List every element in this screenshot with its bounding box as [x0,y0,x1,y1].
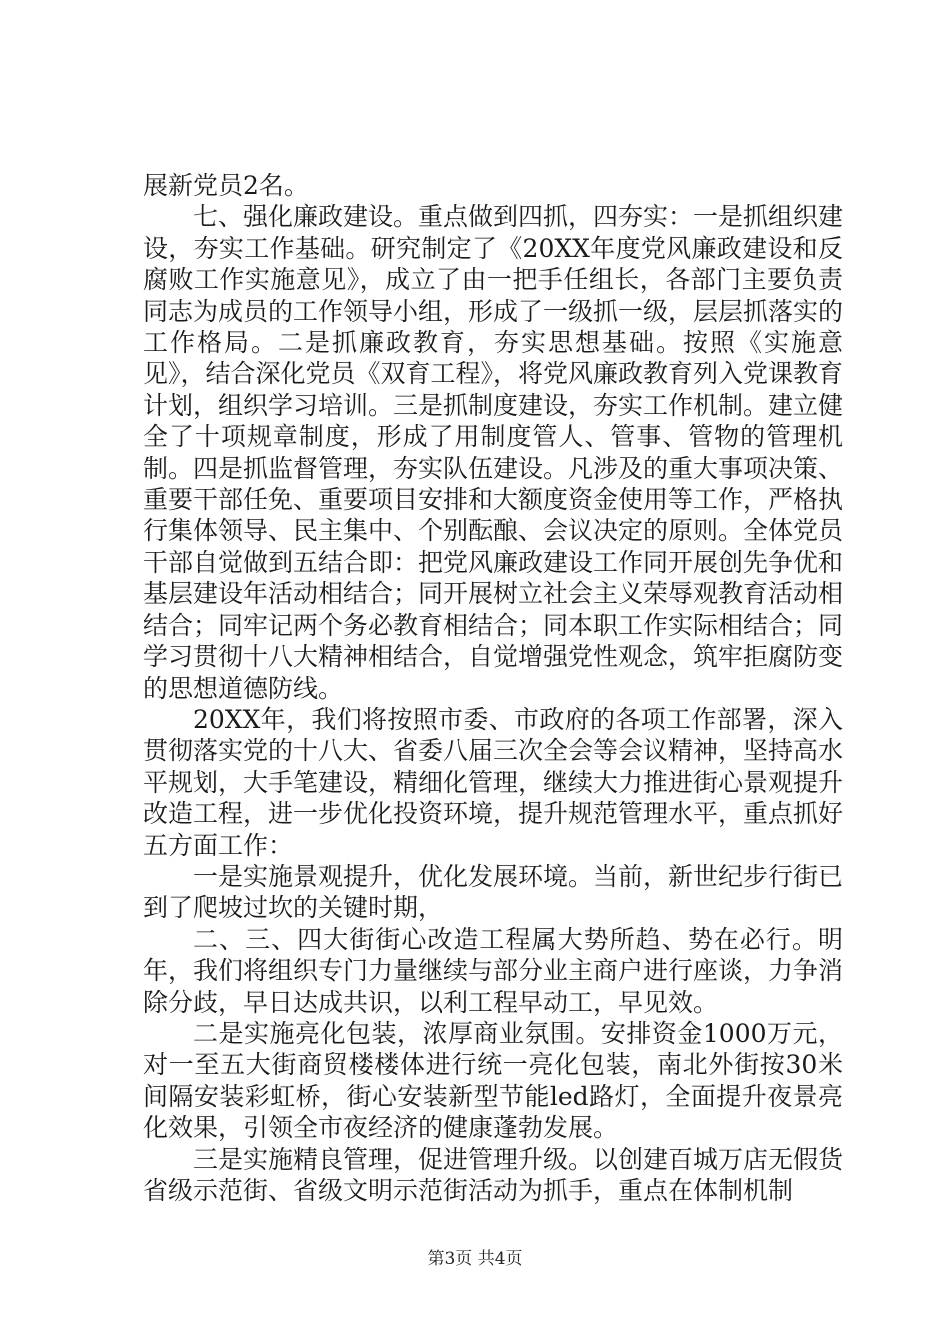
page-number: 第3页 共4页 [427,1249,523,1269]
paragraph-3: 20XX年，我们将按照市委、市政府的各项工作部署，深入贯彻落实党的十八大、省委八届三次全会等会议精神，坚持高水平规划，大手笔建设，精细化管理，继续大力推进街心景观提升改造工程，进一步优化投资环境，提升规范管理水平，重点抓好五方面工作： [143,704,844,860]
paragraph-1: 展新党员2名。 [143,171,309,200]
page-footer [0,1244,950,1269]
paragraph-5: 二、三、四大街街心改造工程属大势所趋、势在必行。明年，我们将组织专门力量继续与部分业主商户进行座谈，力争消除分歧，早日达成共识，以利工程早动工，早见效。 [143,924,844,1017]
paragraph-4: 一是实施景观提升，优化发展环境。当前，新世纪步行街已到了爬坡过坎的关键时期， [143,861,844,923]
document-body [143,170,843,1206]
paragraph-2: 七、强化廉政建设。重点做到四抓，四夯实：一是抓组织建设，夯实工作基础。研究制定了《20XX年度党风廉政建设和反腐败工作实施意见》，成立了由一把手任组长，各部门主要负责同志为成员的工作领导小组，形成了一级抓一级，层层抓落实的工作格局。二是抓廉政教育，夯实思想基础。按照《实施意见》，结合深化党员《双育工程》，将党风廉政教育列入党课教育计划，组织学习培训。三是抓制度建设，夯实工作机制。建立健全了十项规章制度，形成了用制度管人、管事、管物的管理机制。四是抓监督管理，夯实队伍建设。凡涉及的重大事项决策、重要干部任免、重要项目安排和大额度资金使用等工作，严格执行集体领导、民主集中、个别酝酿、会议决定的原则。全体党员干部自觉做到五结合即：把党风廉政建设工作同开展创先争优和基层建设年活动相结合；同开展树立社会主义荣辱观教育活动相结合；同牢记两个务必教育相结合；同本职工作实际相结合；同学习贯彻十八大精神相结合，自觉增强党性观念，筑牢拒腐防变的思想道德防线。 [143,202,844,703]
paragraph-6: 二是实施亮化包装，浓厚商业氛围。安排资金1000万元，对一至五大街商贸楼楼体进行统一亮化包装，南北外街按30米间隔安装彩虹桥，街心安装新型节能led路灯，全面提升夜景亮化效果，引领全市夜经济的健康蓬勃发展。 [143,1018,843,1143]
paragraph-7: 三是实施精良管理，促进管理升级。以创建百城万店无假货省级示范街、省级文明示范街活动为抓手，重点在体制机制 [143,1144,844,1205]
